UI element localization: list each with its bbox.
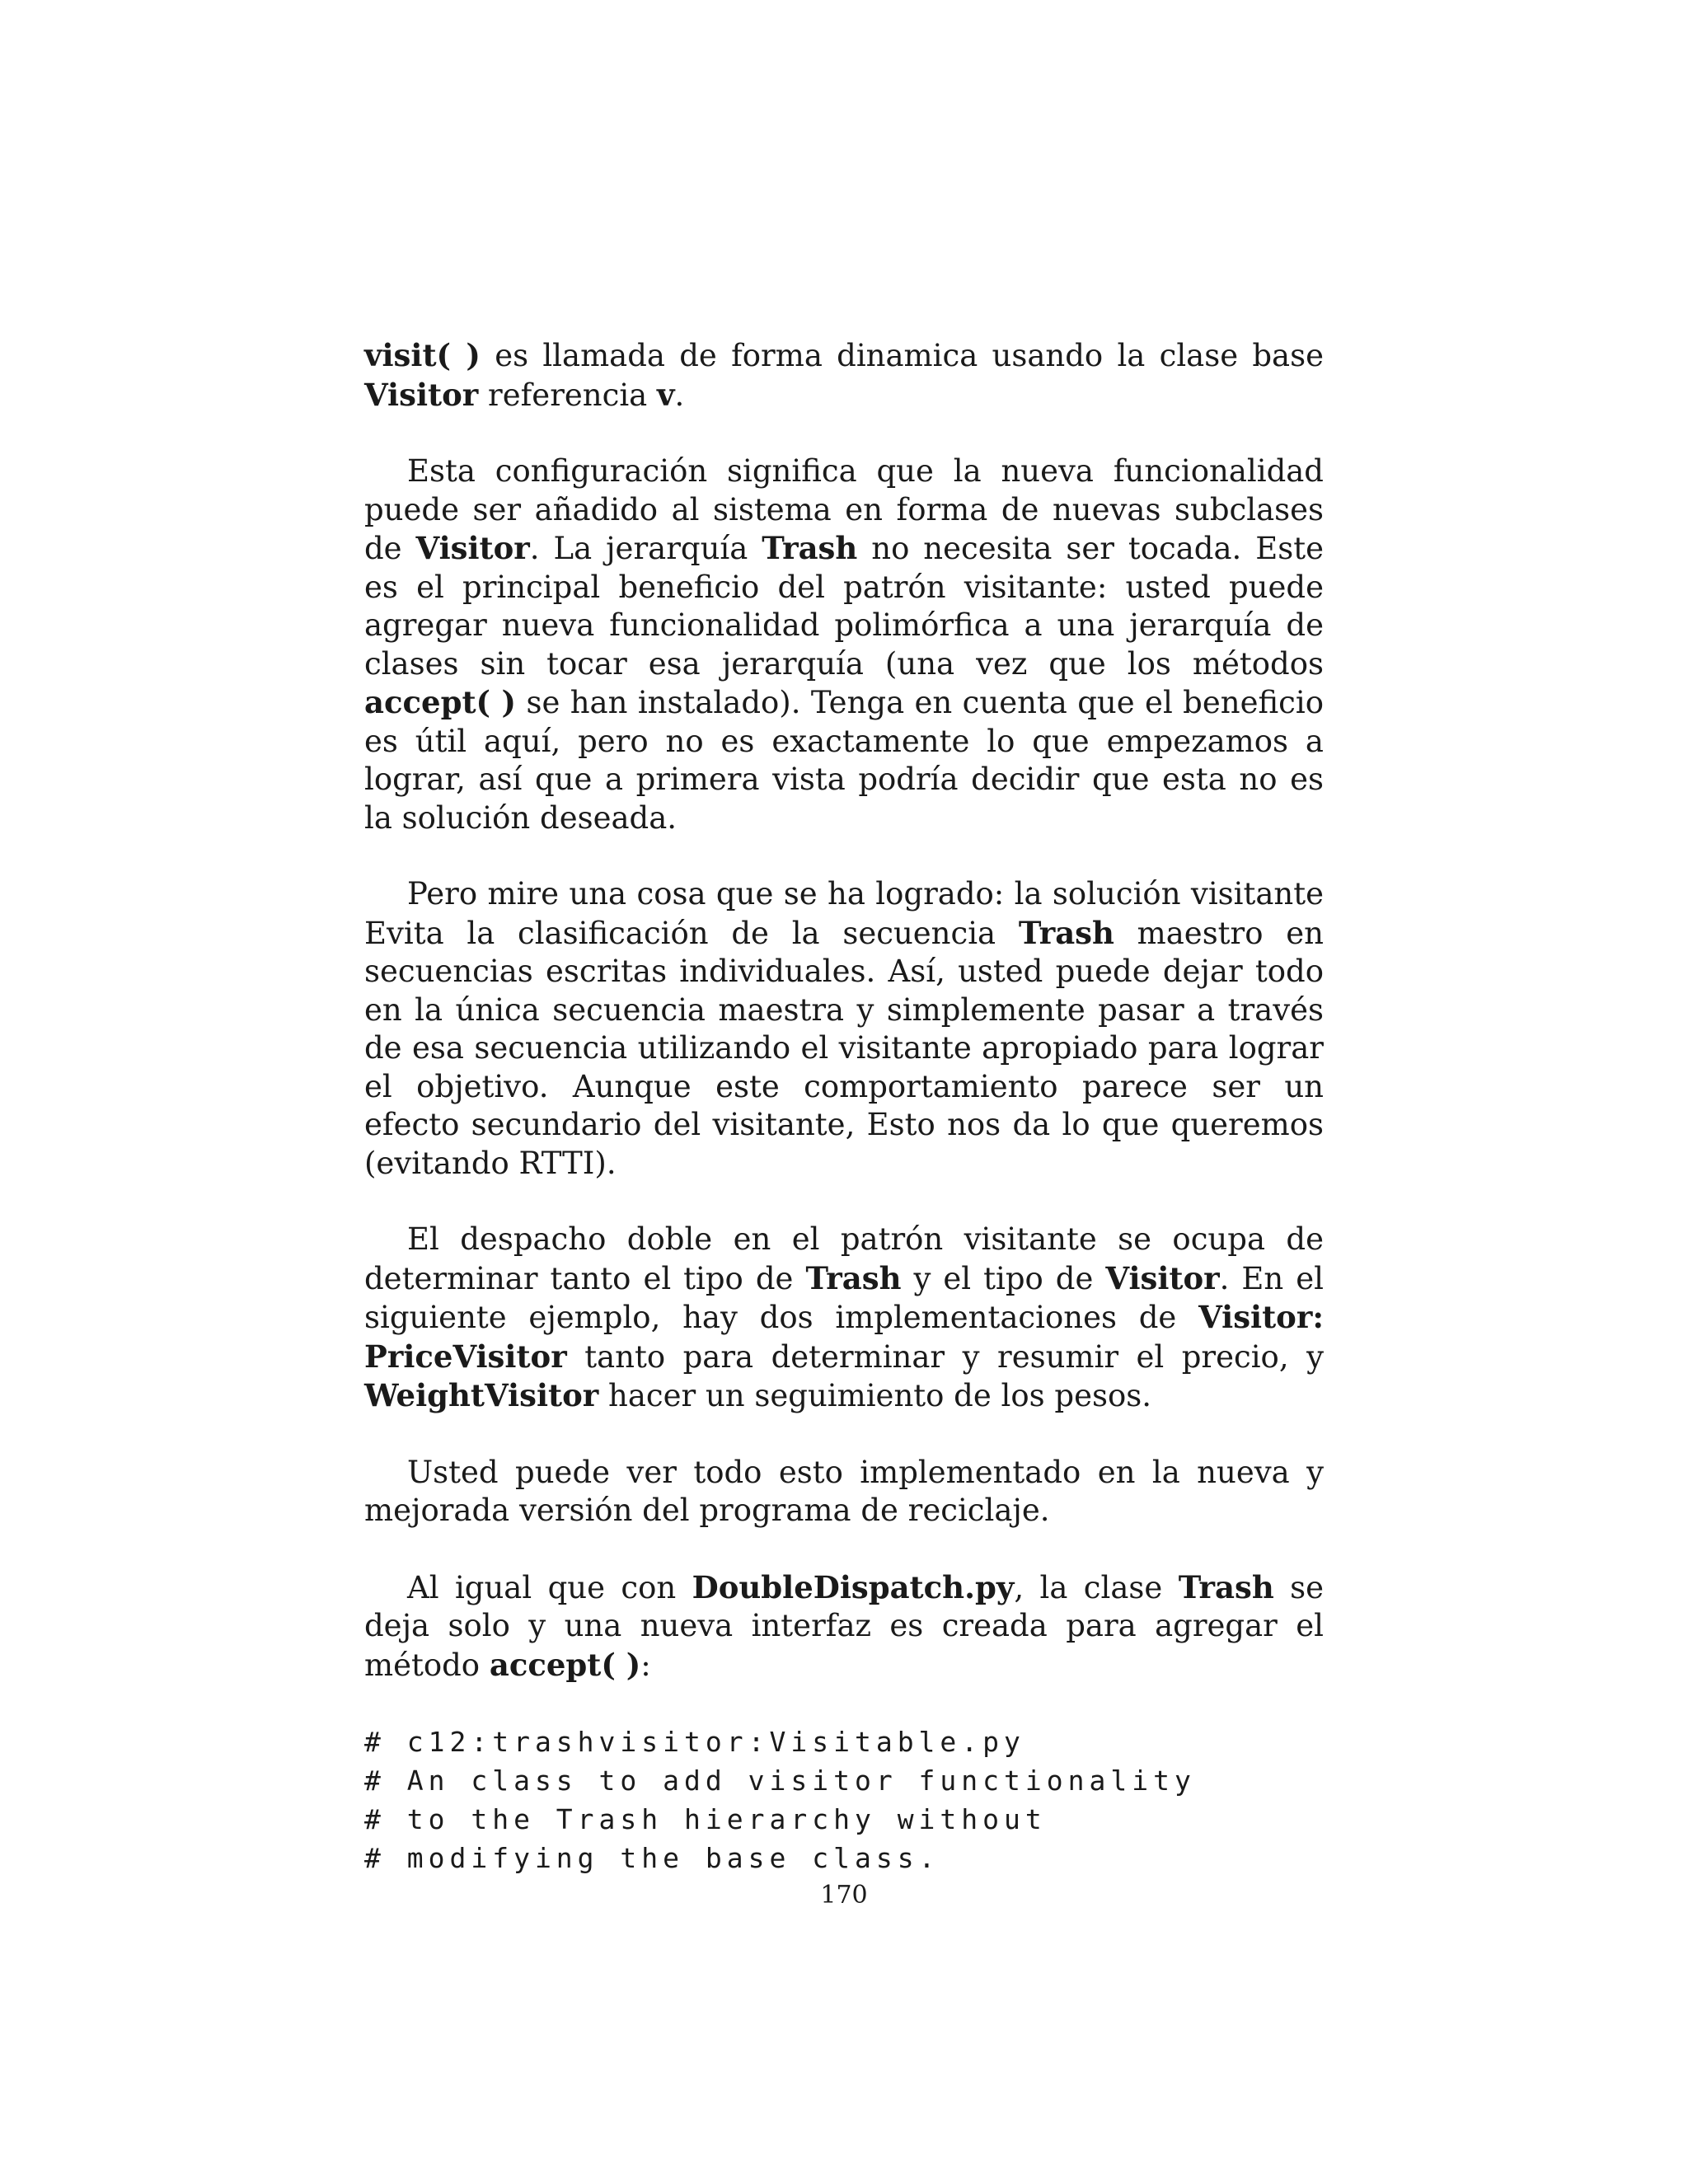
code-listing	[364, 1722, 1324, 1877]
bold-term: Visitor	[364, 376, 479, 413]
text-run: . En el siguiente ejemplo, hay dos implementaciones de	[364, 1260, 1324, 1335]
page-number: 170	[820, 1881, 868, 1910]
text-run: se han instalado). Tenga en cuenta que el beneficio es útil aquí, pero no es exactamente lo que empezamos a lograr, así que a primera vista podría decidir que esta no es la solución deseada.	[364, 685, 1324, 836]
text-run: tanto para determinar y resumir el precio, y	[566, 1338, 1324, 1375]
paragraph	[364, 336, 1324, 415]
bold-term: Trash	[1018, 914, 1114, 951]
paragraph	[364, 875, 1324, 1183]
text-run: Pero mire una cosa que se ha logrado: la solución visitante Evita la clasificación de la secuencia	[364, 876, 1324, 951]
text-run: maestro en secuencias escritas individuales. Así, usted puede dejar todo en la única secuencia maestra y simplemente pasar a través de esa secuencia utilizando el visitante apropiado para lograr el objetivo. Aunque este comportamiento parece ser un efecto secundario del visitante, Esto nos da lo que queremos (evitando RTTI).	[364, 915, 1324, 1181]
bold-term: Visitor	[1105, 1259, 1220, 1296]
bold-term: accept( )	[364, 684, 517, 720]
bold-term: visit( )	[364, 337, 481, 373]
bold-term: DoubleDispatch.py	[692, 1568, 1015, 1605]
text-run: Esta configuración significa que la nueva funcionalidad puede ser añadido al sistema en forma de nuevas subclases de	[364, 453, 1324, 566]
text-run: se deja solo y una nueva interfaz es creada para agregar el método	[364, 1569, 1325, 1683]
code-line: # An class to add visitor functionality	[364, 1765, 1196, 1797]
bold-term: Visitor	[415, 530, 530, 566]
code-line: # to the Trash hierarchy without	[364, 1803, 1047, 1835]
text-run: no necesita ser tocada. Este es el principal beneficio del patrón visitante: usted puede agregar nueva funcionalidad polimórfica a una jerarquía de clases sin tocar esa jerarquía (una vez que los métodos	[364, 531, 1324, 682]
bold-term: Trash	[1178, 1568, 1274, 1605]
code-line: # c12:trashvisitor:Visitable.py	[364, 1726, 1025, 1758]
text-run: y el tipo de	[901, 1260, 1106, 1296]
bold-term: Trash	[762, 530, 858, 566]
text-run: es llamada de forma dinamica usando la clase base	[480, 338, 1324, 373]
paragraph	[364, 452, 1324, 837]
bold-term: Trash	[805, 1259, 902, 1296]
text-run: . La jerarquía	[529, 531, 762, 566]
text-run: :	[640, 1647, 651, 1683]
paragraphs-container	[364, 336, 1324, 1685]
bold-term: accept( )	[489, 1646, 641, 1683]
text-run: El despacho doble en el patrón visitante se ocupa de determinar tanto el tipo de	[364, 1221, 1324, 1296]
text-run: referencia	[478, 377, 657, 413]
body-text	[364, 336, 1324, 1877]
bold-term: Visitor: PriceVisitor	[364, 1299, 1324, 1375]
bold-term: WeightVisitor	[364, 1377, 599, 1413]
text-run: .	[674, 377, 685, 413]
paragraph	[364, 1221, 1324, 1416]
code-line: # modifying the base class.	[364, 1842, 940, 1874]
paragraph	[364, 1454, 1324, 1530]
text-run: , la clase	[1014, 1569, 1179, 1605]
text-run: hacer un seguimiento de los pesos.	[598, 1378, 1151, 1413]
text-run: Al igual que con	[407, 1569, 692, 1605]
bold-term: v	[657, 376, 675, 413]
text-run: Usted puede ver todo esto implementado en la nueva y mejorada versión del programa de reciclaje.	[364, 1454, 1324, 1528]
paragraph	[364, 1568, 1324, 1685]
